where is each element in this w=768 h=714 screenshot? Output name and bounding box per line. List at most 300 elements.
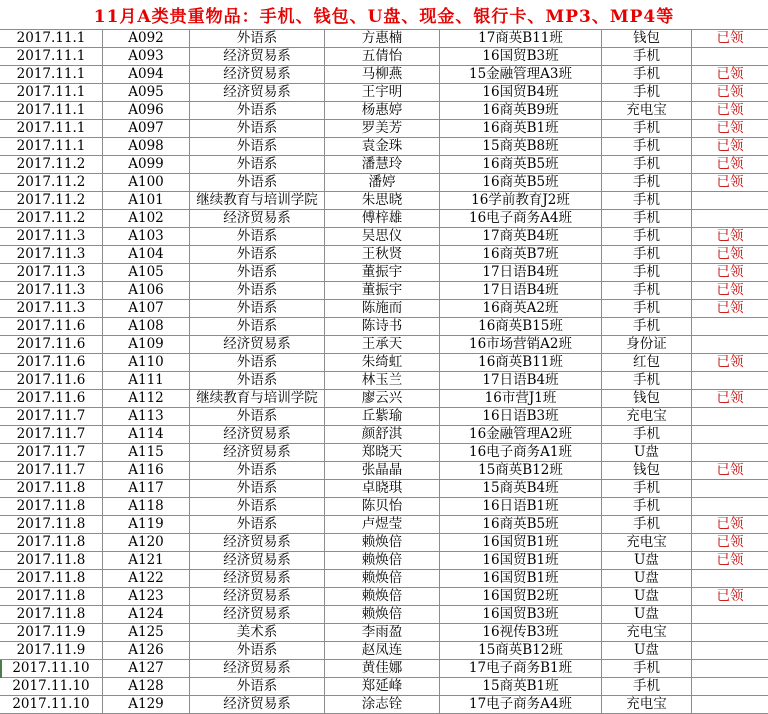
cell-date[interactable]: 2017.11.6	[0, 336, 103, 354]
cell-dept[interactable]: 经济贸易系	[190, 48, 325, 66]
cell-status[interactable]	[692, 408, 768, 426]
table-row	[0, 390, 768, 408]
cell-date[interactable]: 2017.11.1	[0, 120, 103, 138]
cell-name[interactable]: 林玉兰	[325, 372, 440, 390]
cell-status[interactable]: 已领	[692, 156, 768, 174]
cell-item[interactable]: 手机	[602, 282, 692, 300]
cell-name[interactable]: 赖焕倍	[325, 588, 440, 606]
cell-class[interactable]: 16学前教育J2班	[440, 192, 602, 210]
cell-dept[interactable]: 经济贸易系	[190, 534, 325, 552]
cell-id[interactable]: A117	[103, 480, 190, 498]
cell-item[interactable]: 身份证	[602, 336, 692, 354]
cell-name[interactable]: 赖焕倍	[325, 570, 440, 588]
cell-item[interactable]: U盘	[602, 552, 692, 570]
cell-name[interactable]: 陈贝怡	[325, 498, 440, 516]
cell-status[interactable]: 已领	[692, 84, 768, 102]
cell-id[interactable]: A126	[103, 642, 190, 660]
page-title: 11月A类贵重物品：手机、钱包、U盘、现金、银行卡、MP3、MP4等	[93, 7, 675, 27]
table-row	[0, 678, 768, 696]
cell-name[interactable]: 方惠楠	[325, 30, 440, 48]
cell-class[interactable]: 16视传B3班	[440, 624, 602, 642]
cell-item[interactable]: 手机	[602, 48, 692, 66]
cell-name[interactable]: 卓晓琪	[325, 480, 440, 498]
cell-item[interactable]: 手机	[602, 192, 692, 210]
cell-date[interactable]: 2017.11.6	[0, 354, 103, 372]
cell-name[interactable]: 王承天	[325, 336, 440, 354]
table-row	[0, 174, 768, 192]
table-row	[0, 246, 768, 264]
cell-status[interactable]	[692, 570, 768, 588]
cell-item[interactable]: 手机	[602, 372, 692, 390]
cell-name[interactable]: 董振宇	[325, 282, 440, 300]
cell-item[interactable]: 手机	[602, 264, 692, 282]
cell-class[interactable]: 16国贸B1班	[440, 570, 602, 588]
cell-id[interactable]: A103	[103, 228, 190, 246]
cell-class[interactable]: 16国贸B1班	[440, 552, 602, 570]
cell-class[interactable]: 16商英B5班	[440, 156, 602, 174]
cell-dept[interactable]: 外语系	[190, 30, 325, 48]
cell-dept[interactable]: 外语系	[190, 300, 325, 318]
cell-date[interactable]: 2017.11.3	[0, 228, 103, 246]
cell-id[interactable]: A110	[103, 354, 190, 372]
cell-class[interactable]: 15商英B8班	[440, 138, 602, 156]
cell-status[interactable]: 已领	[692, 264, 768, 282]
cell-class[interactable]: 16国贸B3班	[440, 48, 602, 66]
cell-status[interactable]: 已领	[692, 300, 768, 318]
cell-dept[interactable]: 经济贸易系	[190, 210, 325, 228]
cell-item[interactable]: 红包	[602, 354, 692, 372]
cell-dept[interactable]: 外语系	[190, 678, 325, 696]
cell-id[interactable]: A120	[103, 534, 190, 552]
cell-status[interactable]	[692, 696, 768, 714]
cell-date[interactable]: 2017.11.10	[0, 660, 103, 678]
cell-dept[interactable]: 外语系	[190, 408, 325, 426]
cell-item[interactable]: 充电宝	[602, 102, 692, 120]
cell-id[interactable]: A105	[103, 264, 190, 282]
cell-dept[interactable]: 外语系	[190, 138, 325, 156]
cell-item[interactable]: 充电宝	[602, 696, 692, 714]
cell-item[interactable]: 手机	[602, 426, 692, 444]
cell-name[interactable]: 潘婷	[325, 174, 440, 192]
cell-date[interactable]: 2017.11.8	[0, 534, 103, 552]
cell-class[interactable]: 16市场营销A2班	[440, 336, 602, 354]
cell-status[interactable]: 已领	[692, 66, 768, 84]
cell-status[interactable]: 已领	[692, 120, 768, 138]
table-row	[0, 318, 768, 336]
cell-status[interactable]	[692, 624, 768, 642]
cell-item[interactable]: 手机	[602, 300, 692, 318]
cell-class[interactable]: 15商英B4班	[440, 480, 602, 498]
cell-id[interactable]: A122	[103, 570, 190, 588]
cell-dept[interactable]: 外语系	[190, 282, 325, 300]
cell-date[interactable]: 2017.11.9	[0, 624, 103, 642]
cell-name[interactable]: 赵凤连	[325, 642, 440, 660]
cell-status[interactable]	[692, 498, 768, 516]
cell-dept[interactable]: 外语系	[190, 174, 325, 192]
cell-dept[interactable]: 外语系	[190, 516, 325, 534]
cell-class[interactable]: 16金融管理A2班	[440, 426, 602, 444]
cell-date[interactable]: 2017.11.8	[0, 606, 103, 624]
cell-date[interactable]: 2017.11.8	[0, 516, 103, 534]
cell-item[interactable]: 充电宝	[602, 624, 692, 642]
table-row	[0, 372, 768, 390]
cell-name[interactable]: 郑延峰	[325, 678, 440, 696]
cell-item[interactable]: 手机	[602, 174, 692, 192]
table-row	[0, 354, 768, 372]
cell-item[interactable]: 手机	[602, 246, 692, 264]
cell-status[interactable]: 已领	[692, 588, 768, 606]
cell-status[interactable]	[692, 210, 768, 228]
cell-item[interactable]: 手机	[602, 138, 692, 156]
cell-dept[interactable]: 外语系	[190, 498, 325, 516]
cell-id[interactable]: A116	[103, 462, 190, 480]
cell-date[interactable]: 2017.11.2	[0, 192, 103, 210]
cell-class[interactable]: 16商英B5班	[440, 516, 602, 534]
cell-name[interactable]: 杨惠婷	[325, 102, 440, 120]
cell-class[interactable]: 15商英B1班	[440, 678, 602, 696]
table-row	[0, 426, 768, 444]
cell-dept[interactable]: 继续教育与培训学院	[190, 192, 325, 210]
cell-name[interactable]: 王宇明	[325, 84, 440, 102]
cell-date[interactable]: 2017.11.10	[0, 678, 103, 696]
cell-dept[interactable]: 外语系	[190, 264, 325, 282]
cell-status[interactable]: 已领	[692, 228, 768, 246]
cell-dept[interactable]: 外语系	[190, 156, 325, 174]
cell-dept[interactable]: 经济贸易系	[190, 552, 325, 570]
cell-dept[interactable]: 美术系	[190, 624, 325, 642]
cell-class[interactable]: 17日语B4班	[440, 372, 602, 390]
cell-name[interactable]: 李雨盈	[325, 624, 440, 642]
cell-class[interactable]: 16电子商务A4班	[440, 210, 602, 228]
cell-item[interactable]: 手机	[602, 660, 692, 678]
cell-status[interactable]	[692, 606, 768, 624]
cell-dept[interactable]: 外语系	[190, 246, 325, 264]
cell-date[interactable]: 2017.11.1	[0, 102, 103, 120]
cell-id[interactable]: A125	[103, 624, 190, 642]
cell-date[interactable]: 2017.11.3	[0, 300, 103, 318]
cell-id[interactable]: A099	[103, 156, 190, 174]
cell-id[interactable]: A098	[103, 138, 190, 156]
cell-dept[interactable]: 经济贸易系	[190, 660, 325, 678]
cell-class[interactable]: 16商英B7班	[440, 246, 602, 264]
cell-id[interactable]: A107	[103, 300, 190, 318]
cell-class[interactable]: 15商英B12班	[440, 462, 602, 480]
cell-dept[interactable]: 经济贸易系	[190, 84, 325, 102]
table-row	[0, 102, 768, 120]
cell-date[interactable]: 2017.11.2	[0, 174, 103, 192]
cell-status[interactable]	[692, 678, 768, 696]
cell-id[interactable]: A092	[103, 30, 190, 48]
table-row	[0, 534, 768, 552]
cell-class[interactable]: 17商英B11班	[440, 30, 602, 48]
cell-item[interactable]: 钱包	[602, 30, 692, 48]
cell-date[interactable]: 2017.11.7	[0, 444, 103, 462]
table-row	[0, 66, 768, 84]
table-row	[0, 228, 768, 246]
cell-class[interactable]: 16商英B1班	[440, 120, 602, 138]
cell-id[interactable]: A096	[103, 102, 190, 120]
table-row	[0, 588, 768, 606]
cell-item[interactable]: 手机	[602, 678, 692, 696]
cell-name[interactable]: 马柳燕	[325, 66, 440, 84]
cell-class[interactable]: 16日语B1班	[440, 498, 602, 516]
cell-id[interactable]: A108	[103, 318, 190, 336]
cell-class[interactable]: 16市营J1班	[440, 390, 602, 408]
cell-date[interactable]: 2017.11.1	[0, 30, 103, 48]
cell-dept[interactable]: 外语系	[190, 354, 325, 372]
cell-status[interactable]: 已领	[692, 462, 768, 480]
cell-dept[interactable]: 经济贸易系	[190, 426, 325, 444]
cell-id[interactable]: A097	[103, 120, 190, 138]
cell-status[interactable]: 已领	[692, 354, 768, 372]
cell-id[interactable]: A095	[103, 84, 190, 102]
cell-date[interactable]: 2017.11.8	[0, 588, 103, 606]
cell-status[interactable]: 已领	[692, 174, 768, 192]
cell-dept[interactable]: 外语系	[190, 228, 325, 246]
cell-item[interactable]: 手机	[602, 120, 692, 138]
cell-dept[interactable]: 经济贸易系	[190, 606, 325, 624]
cell-class[interactable]: 15金融管理A3班	[440, 66, 602, 84]
cell-dept[interactable]: 外语系	[190, 480, 325, 498]
cell-name[interactable]: 黄佳娜	[325, 660, 440, 678]
cell-date[interactable]: 2017.11.7	[0, 426, 103, 444]
cell-date[interactable]: 2017.11.7	[0, 408, 103, 426]
cell-name[interactable]: 王秋贤	[325, 246, 440, 264]
cell-dept[interactable]: 经济贸易系	[190, 588, 325, 606]
cell-class[interactable]: 16国贸B3班	[440, 606, 602, 624]
cell-name[interactable]: 傅梓雄	[325, 210, 440, 228]
cell-name[interactable]: 五倩怡	[325, 48, 440, 66]
cell-date[interactable]: 2017.11.2	[0, 210, 103, 228]
table-row	[0, 660, 768, 678]
cell-class[interactable]: 15商英B12班	[440, 642, 602, 660]
cell-date[interactable]: 2017.11.10	[0, 696, 103, 714]
cell-status[interactable]	[692, 660, 768, 678]
cell-class[interactable]: 16商英B5班	[440, 174, 602, 192]
cell-id[interactable]: A104	[103, 246, 190, 264]
cell-status[interactable]: 已领	[692, 390, 768, 408]
cell-date[interactable]: 2017.11.2	[0, 156, 103, 174]
cell-dept[interactable]: 经济贸易系	[190, 336, 325, 354]
cell-item[interactable]: 手机	[602, 210, 692, 228]
cell-dept[interactable]: 经济贸易系	[190, 570, 325, 588]
cell-status[interactable]	[692, 336, 768, 354]
table-row	[0, 498, 768, 516]
cell-name[interactable]: 郑晓天	[325, 444, 440, 462]
cell-item[interactable]: 手机	[602, 498, 692, 516]
cell-class[interactable]: 16国贸B2班	[440, 588, 602, 606]
cell-class[interactable]: 17电子商务A4班	[440, 696, 602, 714]
cell-name[interactable]: 涂志铨	[325, 696, 440, 714]
table-row	[0, 84, 768, 102]
cell-status[interactable]: 已领	[692, 516, 768, 534]
cell-status[interactable]	[692, 642, 768, 660]
cell-class[interactable]: 17日语B4班	[440, 282, 602, 300]
cell-item[interactable]: 手机	[602, 516, 692, 534]
cell-item[interactable]: U盘	[602, 606, 692, 624]
cell-item[interactable]: 手机	[602, 480, 692, 498]
cell-item[interactable]: 手机	[602, 228, 692, 246]
cell-name[interactable]: 赖焕倍	[325, 606, 440, 624]
cell-class[interactable]: 16商英B9班	[440, 102, 602, 120]
cell-name[interactable]: 卢煜莹	[325, 516, 440, 534]
cell-dept[interactable]: 经济贸易系	[190, 696, 325, 714]
cell-dept[interactable]: 外语系	[190, 102, 325, 120]
table-row	[0, 48, 768, 66]
cell-date[interactable]: 2017.11.6	[0, 318, 103, 336]
cell-id[interactable]: A129	[103, 696, 190, 714]
cell-date[interactable]: 2017.11.1	[0, 66, 103, 84]
cell-item[interactable]: 手机	[602, 66, 692, 84]
cell-id[interactable]: A094	[103, 66, 190, 84]
cell-class[interactable]: 17商英B4班	[440, 228, 602, 246]
cell-date[interactable]: 2017.11.6	[0, 390, 103, 408]
cell-id[interactable]: A118	[103, 498, 190, 516]
cell-item[interactable]: 手机	[602, 156, 692, 174]
cell-date[interactable]: 2017.11.7	[0, 462, 103, 480]
selection-edge-marker	[0, 660, 2, 678]
cell-id[interactable]: A106	[103, 282, 190, 300]
cell-item[interactable]: U盘	[602, 642, 692, 660]
cell-name[interactable]: 陈施而	[325, 300, 440, 318]
cell-item[interactable]: U盘	[602, 588, 692, 606]
cell-status[interactable]: 已领	[692, 246, 768, 264]
cell-date[interactable]: 2017.11.1	[0, 84, 103, 102]
cell-date[interactable]: 2017.11.1	[0, 138, 103, 156]
cell-id[interactable]: A111	[103, 372, 190, 390]
cell-status[interactable]: 已领	[692, 138, 768, 156]
cell-name[interactable]: 丘紫瑜	[325, 408, 440, 426]
table-row	[0, 408, 768, 426]
cell-class[interactable]: 17电子商务B1班	[440, 660, 602, 678]
cell-status[interactable]: 已领	[692, 30, 768, 48]
cell-dept[interactable]: 外语系	[190, 642, 325, 660]
cell-id[interactable]: A123	[103, 588, 190, 606]
table-row	[0, 210, 768, 228]
cell-name[interactable]: 颜舒淇	[325, 426, 440, 444]
cell-date[interactable]: 2017.11.8	[0, 498, 103, 516]
cell-name[interactable]: 张晶晶	[325, 462, 440, 480]
cell-item[interactable]: 手机	[602, 318, 692, 336]
cell-date[interactable]: 2017.11.8	[0, 570, 103, 588]
cell-status[interactable]	[692, 372, 768, 390]
table-row	[0, 624, 768, 642]
cell-dept[interactable]: 经济贸易系	[190, 66, 325, 84]
items-table	[0, 30, 768, 714]
cell-name[interactable]: 廖云兴	[325, 390, 440, 408]
cell-name[interactable]: 袁金珠	[325, 138, 440, 156]
cell-date[interactable]: 2017.11.3	[0, 264, 103, 282]
cell-status[interactable]: 已领	[692, 282, 768, 300]
cell-status[interactable]	[692, 444, 768, 462]
cell-class[interactable]: 16商英B15班	[440, 318, 602, 336]
table-row	[0, 642, 768, 660]
cell-item[interactable]: 充电宝	[602, 408, 692, 426]
cell-status[interactable]: 已领	[692, 552, 768, 570]
cell-status[interactable]: 已领	[692, 534, 768, 552]
cell-dept[interactable]: 经济贸易系	[190, 444, 325, 462]
cell-date[interactable]: 2017.11.6	[0, 372, 103, 390]
table-row	[0, 570, 768, 588]
cell-class[interactable]: 16国贸B1班	[440, 534, 602, 552]
cell-status[interactable]	[692, 318, 768, 336]
table-row	[0, 606, 768, 624]
cell-id[interactable]: A115	[103, 444, 190, 462]
cell-class[interactable]: 16商英B11班	[440, 354, 602, 372]
cell-id[interactable]: A121	[103, 552, 190, 570]
cell-dept[interactable]: 外语系	[190, 462, 325, 480]
cell-name[interactable]: 潘慧玲	[325, 156, 440, 174]
cell-item[interactable]: U盘	[602, 570, 692, 588]
cell-item[interactable]: 充电宝	[602, 534, 692, 552]
cell-date[interactable]: 2017.11.8	[0, 480, 103, 498]
cell-item[interactable]: 钱包	[602, 390, 692, 408]
cell-class[interactable]: 16电子商务A1班	[440, 444, 602, 462]
cell-dept[interactable]: 外语系	[190, 372, 325, 390]
title-merged-cell[interactable]	[0, 0, 768, 30]
cell-class[interactable]: 17日语B4班	[440, 264, 602, 282]
cell-item[interactable]: 钱包	[602, 462, 692, 480]
cell-id[interactable]: A124	[103, 606, 190, 624]
cell-id[interactable]: A128	[103, 678, 190, 696]
cell-status[interactable]	[692, 480, 768, 498]
cell-name[interactable]: 赖焕倍	[325, 552, 440, 570]
cell-date[interactable]: 2017.11.3	[0, 246, 103, 264]
cell-name[interactable]: 董振宇	[325, 264, 440, 282]
cell-dept[interactable]: 外语系	[190, 318, 325, 336]
cell-id[interactable]: A101	[103, 192, 190, 210]
cell-date[interactable]: 2017.11.8	[0, 552, 103, 570]
table-row	[0, 516, 768, 534]
table-row	[0, 300, 768, 318]
cell-name[interactable]: 吴思仪	[325, 228, 440, 246]
cell-id[interactable]: A113	[103, 408, 190, 426]
table-row	[0, 192, 768, 210]
cell-name[interactable]: 朱思晓	[325, 192, 440, 210]
cell-name[interactable]: 赖焕倍	[325, 534, 440, 552]
cell-id[interactable]: A093	[103, 48, 190, 66]
cell-dept[interactable]: 继续教育与培训学院	[190, 390, 325, 408]
table-row	[0, 156, 768, 174]
cell-id[interactable]: A109	[103, 336, 190, 354]
cell-class[interactable]: 16国贸B4班	[440, 84, 602, 102]
cell-status[interactable]: 已领	[692, 102, 768, 120]
cell-status[interactable]	[692, 192, 768, 210]
cell-date[interactable]: 2017.11.9	[0, 642, 103, 660]
cell-id[interactable]: A100	[103, 174, 190, 192]
cell-date[interactable]: 2017.11.3	[0, 282, 103, 300]
cell-item[interactable]: 手机	[602, 84, 692, 102]
cell-name[interactable]: 朱绮虹	[325, 354, 440, 372]
table-row	[0, 336, 768, 354]
cell-date[interactable]: 2017.11.1	[0, 48, 103, 66]
cell-dept[interactable]: 外语系	[190, 120, 325, 138]
cell-status[interactable]	[692, 48, 768, 66]
cell-id[interactable]: A114	[103, 426, 190, 444]
cell-id[interactable]: A119	[103, 516, 190, 534]
cell-status[interactable]	[692, 426, 768, 444]
table-row	[0, 462, 768, 480]
table-row	[0, 282, 768, 300]
cell-class[interactable]: 16商英A2班	[440, 300, 602, 318]
cell-name[interactable]: 罗美芳	[325, 120, 440, 138]
cell-id[interactable]: A112	[103, 390, 190, 408]
cell-id[interactable]: A127	[103, 660, 190, 678]
cell-class[interactable]: 16日语B3班	[440, 408, 602, 426]
cell-name[interactable]: 陈诗书	[325, 318, 440, 336]
cell-item[interactable]: U盘	[602, 444, 692, 462]
cell-id[interactable]: A102	[103, 210, 190, 228]
